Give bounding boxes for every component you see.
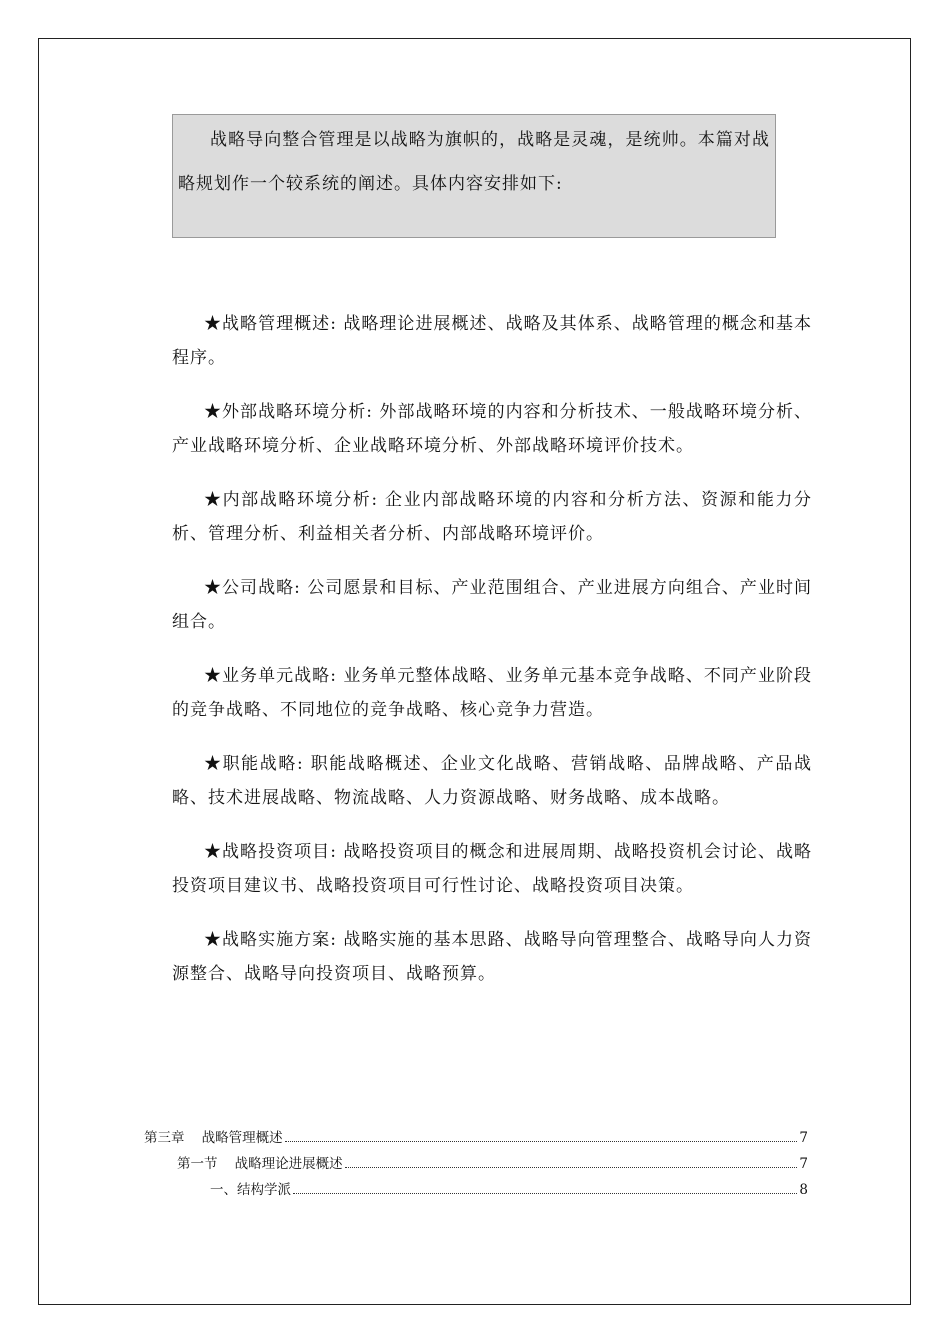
section-content: 公司愿景和目标、产业范围组合、产业进展方向组合、产业时间组合。 <box>172 578 813 632</box>
star-icon: ★ <box>204 666 223 686</box>
section-title: 战略实施方案 <box>222 930 331 950</box>
toc-page-number: 8 <box>799 1182 808 1198</box>
section-item: ★战略投资项目: 战略投资项目的概念和进展周期、战略投资机会讨论、战略投资项目建议书、战略投资项目可行性讨论、战略投资项目决策。 <box>172 842 813 896</box>
section-item: ★职能战略: 职能战略概述、企业文化战略、营销战略、品牌战略、产品战略、技术进展战略、物流战略、人力资源战略、财务战略、成本战略。 <box>172 754 813 808</box>
section-item: ★业务单元战略: 业务单元整体战略、业务单元基本竞争战略、不同产业阶段的竞争战略、不同地位的竞争战略、核心竞争力营造。 <box>172 666 813 720</box>
toc-page-number: 7 <box>799 1156 808 1172</box>
intro-paragraph: 战略导向整合管理是以战略为旗帜的，战略是灵魂，是统帅。本篇对战略规划作一个较系统的阐述。具体内容安排如下: <box>178 130 770 194</box>
section-title: 外部战略环境分析 <box>222 402 367 422</box>
section-item: ★战略管理概述: 战略理论进展概述、战略及其体系、战略管理的概念和基本程序。 <box>172 314 813 368</box>
toc-entry-section[interactable] <box>144 1151 808 1177</box>
toc-label: 第一节 战略理论进展概述 <box>177 1156 343 1172</box>
star-icon: ★ <box>204 490 223 510</box>
table-of-contents <box>144 1125 808 1203</box>
star-icon: ★ <box>204 578 223 598</box>
section-content: 企业内部战略环境的内容和分析方法、资源和能力分析、管理分析、利益相关者分析、内部战略环境评价。 <box>172 490 813 544</box>
section-content: 职能战略概述、企业文化战略、营销战略、品牌战略、产品战略、技术进展战略、物流战略、人力资源战略、财务战略、成本战略。 <box>172 754 813 808</box>
section-title: 职能战略 <box>222 754 297 774</box>
section-list <box>172 307 812 1011</box>
toc-entry-chapter[interactable] <box>144 1125 808 1151</box>
toc-page-number: 7 <box>799 1130 808 1146</box>
section-content: 外部战略环境的内容和分析技术、一般战略环境分析、产业战略环境分析、企业战略环境分析、外部战略环境评价技术。 <box>172 402 813 456</box>
section-item: ★外部战略环境分析: 外部战略环境的内容和分析技术、一般战略环境分析、产业战略环境分析、企业战略环境分析、外部战略环境评价技术。 <box>172 402 813 456</box>
section-item: ★公司战略: 公司愿景和目标、产业范围组合、产业进展方向组合、产业时间组合。 <box>172 578 813 632</box>
toc-leader-dots <box>285 1141 798 1142</box>
section-content: 战略投资项目的概念和进展周期、战略投资机会讨论、战略投资项目建议书、战略投资项目可行性讨论、战略投资项目决策。 <box>172 842 813 896</box>
section-item: ★战略实施方案: 战略实施的基本思路、战略导向管理整合、战略导向人力资源整合、战略导向投资项目、战略预算。 <box>172 930 813 984</box>
star-icon: ★ <box>204 930 223 950</box>
section-item: ★内部战略环境分析: 企业内部战略环境的内容和分析方法、资源和能力分析、管理分析、利益相关者分析、内部战略环境评价。 <box>172 490 813 544</box>
toc-label: 第三章 战略管理概述 <box>144 1130 283 1146</box>
star-icon: ★ <box>204 402 223 422</box>
star-icon: ★ <box>204 314 223 334</box>
section-content: 战略理论进展概述、战略及其体系、战略管理的概念和基本程序。 <box>172 314 813 368</box>
section-content: 战略实施的基本思路、战略导向管理整合、战略导向人力资源整合、战略导向投资项目、战略预算。 <box>172 930 813 984</box>
section-title: 战略投资项目 <box>222 842 331 862</box>
section-title: 业务单元战略 <box>222 666 331 686</box>
star-icon: ★ <box>204 842 223 862</box>
toc-entry-subsection[interactable] <box>144 1177 808 1203</box>
section-title: 内部战略环境分析 <box>222 490 372 510</box>
toc-label: 一、结构学派 <box>210 1182 291 1198</box>
section-title: 战略管理概述 <box>222 314 331 334</box>
toc-leader-dots <box>345 1167 798 1168</box>
section-title: 公司战略 <box>222 578 295 598</box>
star-icon: ★ <box>204 754 223 774</box>
section-content: 业务单元整体战略、业务单元基本竞争战略、不同产业阶段的竞争战略、不同地位的竞争战略、核心竞争力营造。 <box>172 666 813 720</box>
toc-leader-dots <box>293 1193 797 1194</box>
